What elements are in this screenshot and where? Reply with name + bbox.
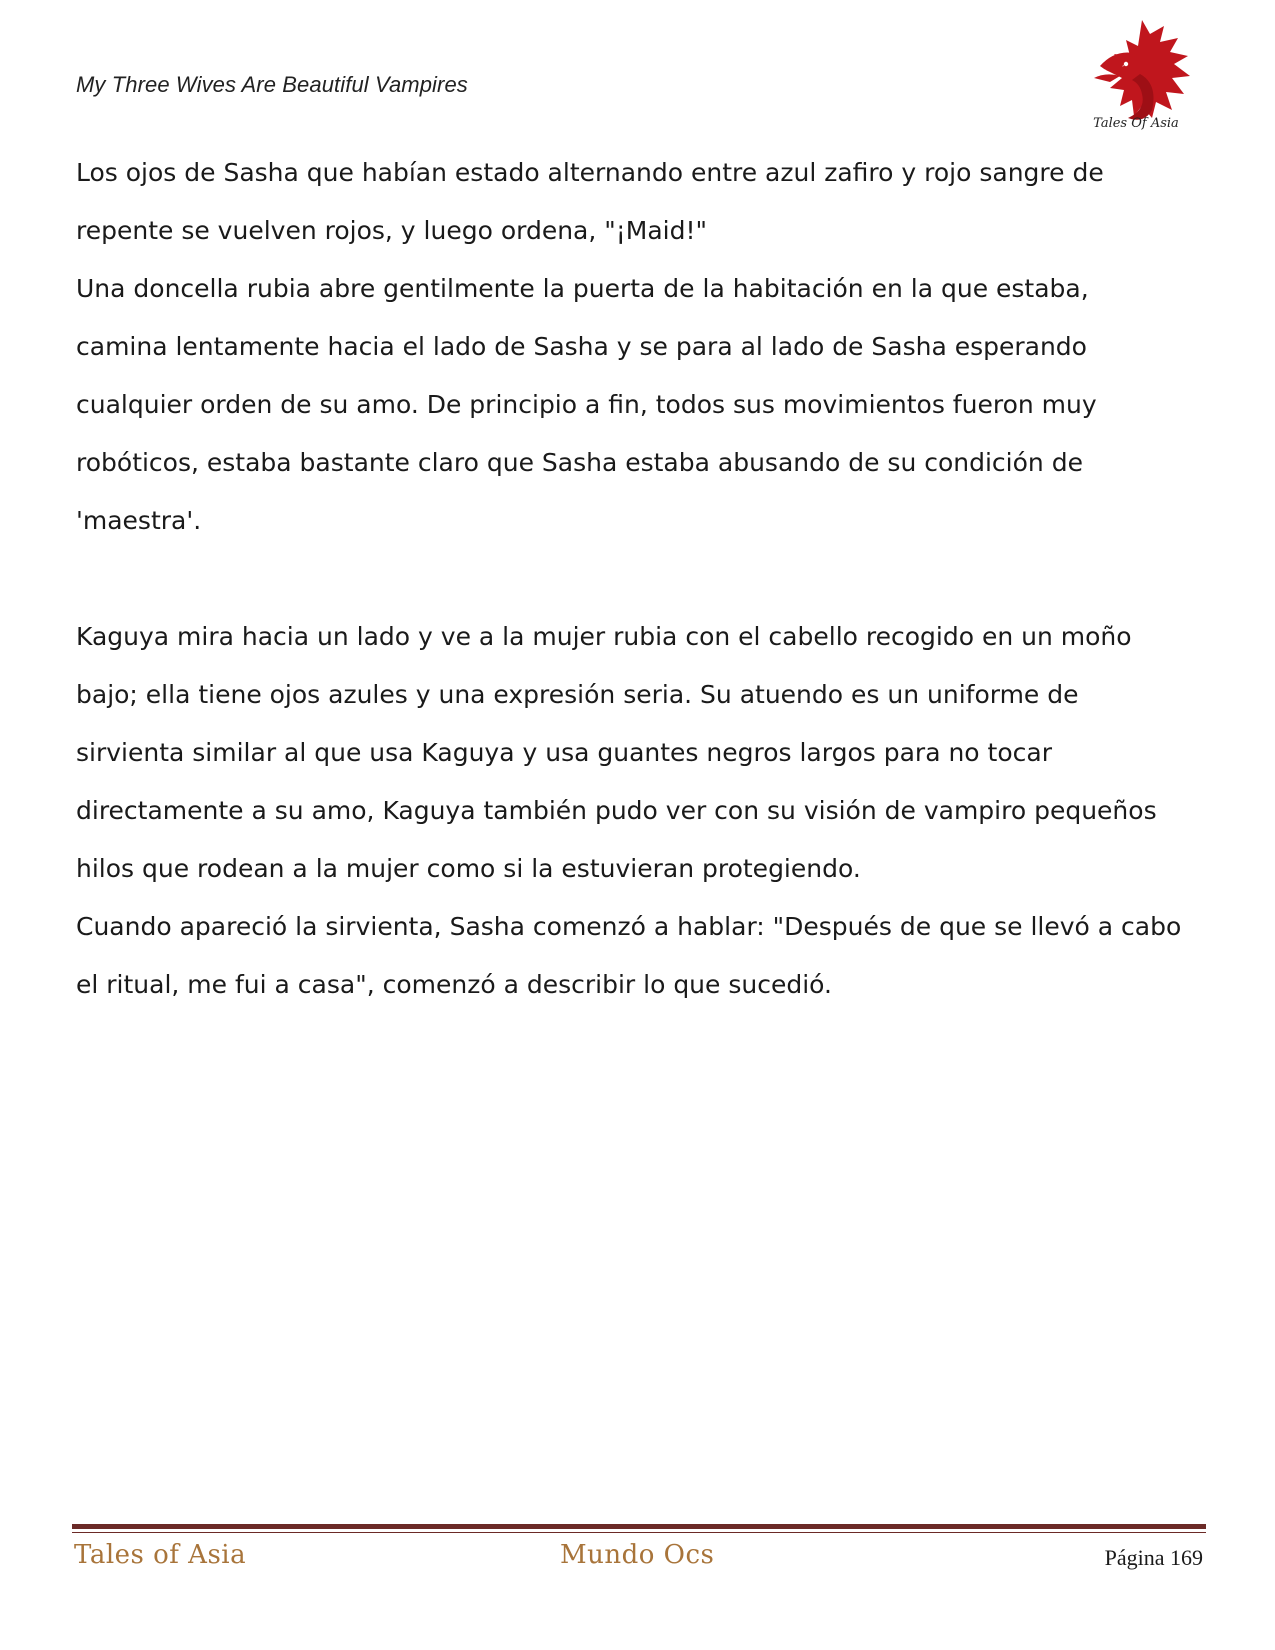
paragraph-2: Una doncella rubia abre gentilmente la puerta de la habitación en la que estaba, camina lentamente hacia el lado de Sasha y se para al lado de Sasha esperando cualquier orden de su amo. De principio a fin, todos sus movimientos fueron muy robóticos, estaba bastante claro que Sasha estaba abusando de su condición de 'maestra'. xyxy=(76,274,1097,535)
footer-divider xyxy=(72,1524,1206,1529)
paragraph-1: Los ojos de Sasha que habían estado alternando entre azul zafiro y rojo sangre de repente se vuelven rojos, y luego ordena, "¡Maid!" xyxy=(76,158,1104,245)
paragraph-3: Kaguya mira hacia un lado y ve a la mujer rubia con el cabello recogido en un moño bajo; ella tiene ojos azules y una expresión seria. Su atuendo es un uniforme de sirvienta similar al que usa Kaguya y usa guantes negros largos para no tocar directamente a su amo, Kaguya también pudo ver con su visión de vampiro pequeños hilos que rodean a la mujer como si la estuvieran protegiendo. xyxy=(76,622,1157,883)
footer-divider-thin xyxy=(72,1532,1206,1533)
running-header-title: My Three Wives Are Beautiful Vampires xyxy=(76,72,468,97)
chapter-body xyxy=(76,144,1206,1014)
paragraph-4: Cuando apareció la sirvienta, Sasha comenzó a hablar: "Después de que se llevó a cabo el ritual, me fui a casa", comenzó a describir lo que sucedió. xyxy=(76,912,1182,999)
logo-wordmark: Tales Of Asia xyxy=(1093,116,1179,131)
page-number: Página 169 xyxy=(1104,1545,1203,1570)
paragraph-spacer xyxy=(76,550,1206,608)
footer-source: Mundo Ocs xyxy=(560,1540,715,1570)
footer-publisher: Tales of Asia xyxy=(74,1540,247,1570)
